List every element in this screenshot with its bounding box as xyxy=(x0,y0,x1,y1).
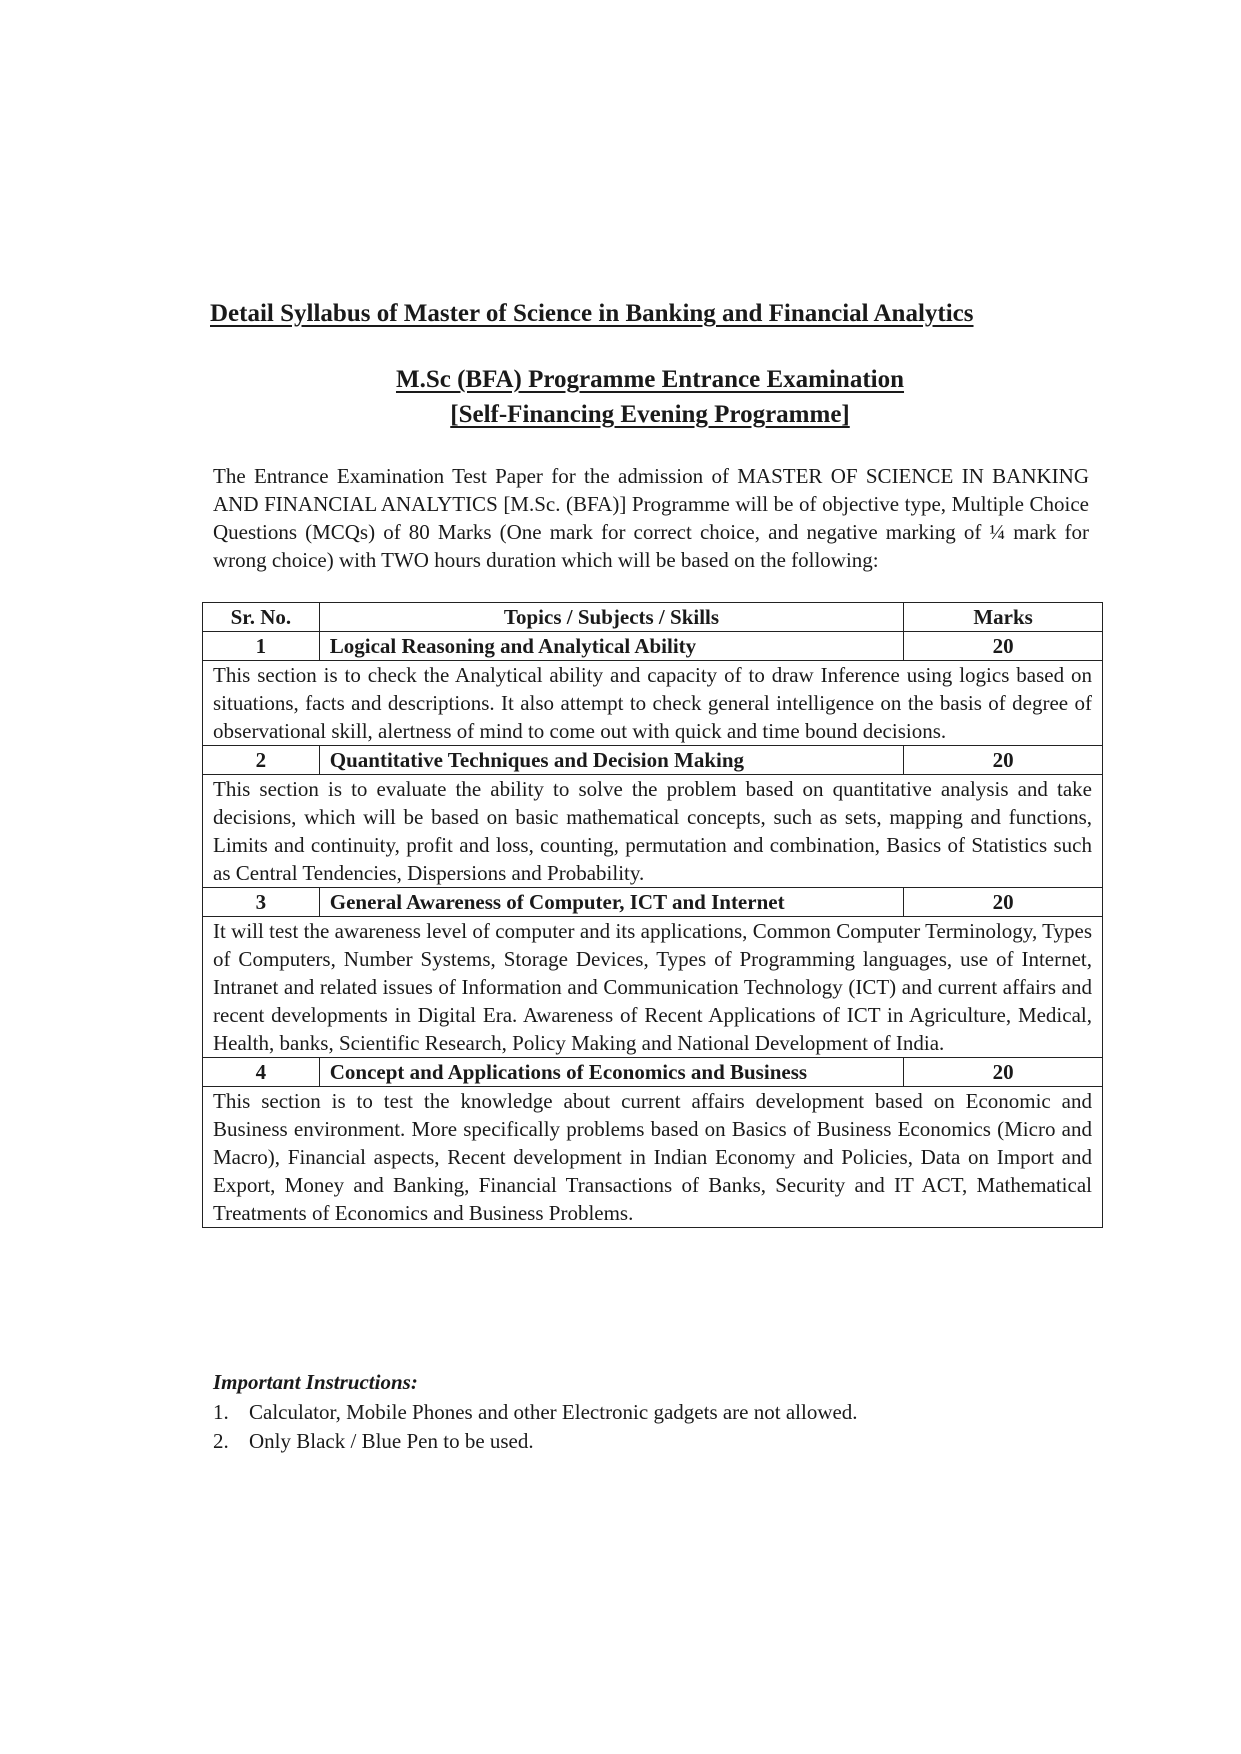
instruction-number: 2. xyxy=(213,1429,229,1453)
table-header-row xyxy=(203,603,1103,632)
section-marks: 20 xyxy=(904,888,1103,917)
section-marks: 20 xyxy=(904,746,1103,775)
section-topic: Logical Reasoning and Analytical Ability xyxy=(319,632,903,661)
instruction-item xyxy=(213,1398,858,1427)
section-sr: 4 xyxy=(203,1058,320,1087)
instructions-heading: Important Instructions: xyxy=(213,1370,418,1394)
section-marks: 20 xyxy=(904,632,1103,661)
section-sr: 1 xyxy=(203,632,320,661)
instruction-text: Only Black / Blue Pen to be used. xyxy=(249,1429,534,1453)
section-topic: Quantitative Techniques and Decision Making xyxy=(319,746,903,775)
section-row xyxy=(203,1058,1103,1087)
section-sr: 2 xyxy=(203,746,320,775)
intro-paragraph: The Entrance Examination Test Paper for the admission of MASTER OF SCIENCE IN BANKING AND FINANCIAL ANALYTICS [M.Sc. (BFA)] Programme will be of objective type, Multiple Choice Questions (MCQs) of 80 Marks (One mark for correct choice, and negative marking of ¼ mark for wrong choice) with TWO hours duration which will be based on the following: xyxy=(213,464,1089,572)
section-description-row xyxy=(203,775,1103,888)
section-row xyxy=(203,746,1103,775)
section-topic: General Awareness of Computer, ICT and Internet xyxy=(319,888,903,917)
header-topics: Topics / Subjects / Skills xyxy=(319,603,903,632)
instruction-text: Calculator, Mobile Phones and other Electronic gadgets are not allowed. xyxy=(249,1400,858,1424)
instruction-number: 1. xyxy=(213,1400,229,1424)
section-description: This section is to test the knowledge about current affairs development based on Economic and Business environment. More specifically problems based on Basics of Business Economics (Micro and Macro), Financial aspects, Recent development in Indian Economy and Policies, Data on Import and Export, Money and Banking, Financial Transactions of Banks, Security and IT ACT, Mathematical Treatments of Economics and Business Problems. xyxy=(203,1087,1103,1228)
section-marks: 20 xyxy=(904,1058,1103,1087)
section-description-row xyxy=(203,1087,1103,1228)
section-row xyxy=(203,888,1103,917)
header-sr-no: Sr. No. xyxy=(203,603,320,632)
instructions-list xyxy=(213,1398,858,1456)
syllabus-table xyxy=(202,602,1103,1228)
section-sr: 3 xyxy=(203,888,320,917)
section-description: This section is to evaluate the ability to solve the problem based on quantitative analysis and take decisions, which will be based on basic mathematical concepts, such as sets, mapping and functions, Limits and continuity, profit and loss, counting, permutation and combination, Basics of Statistics such as Central Tendencies, Dispersions and Probability. xyxy=(203,775,1103,888)
section-description-row xyxy=(203,661,1103,746)
exam-subtitle: M.Sc (BFA) Programme Entrance Examination xyxy=(395,366,905,393)
section-description: It will test the awareness level of computer and its applications, Common Computer Terminology, Types of Computers, Number Systems, Storage Devices, Types of Programming languages, use of Internet, Intranet and related issues of Information and Communication Technology (ICT) and current affairs and recent developments in Digital Era. Awareness of Recent Applications of ICT in Agriculture, Medical, Health, banks, Scientific Research, Policy Making and National Development of India. xyxy=(203,917,1103,1058)
section-description: This section is to check the Analytical ability and capacity of to draw Inference using logics based on situations, facts and descriptions. It also attempt to check general intelligence on the basis of degree of observational skill, alertness of mind to come out with quick and time bound decisions. xyxy=(203,661,1103,746)
section-description-row xyxy=(203,917,1103,1058)
section-topic: Concept and Applications of Economics and Business xyxy=(319,1058,903,1087)
section-row xyxy=(203,632,1103,661)
programme-subtitle: [Self-Financing Evening Programme] xyxy=(450,401,850,428)
document-title: Detail Syllabus of Master of Science in Banking and Financial Analytics xyxy=(210,300,974,327)
instruction-item xyxy=(213,1427,858,1456)
header-marks: Marks xyxy=(904,603,1103,632)
